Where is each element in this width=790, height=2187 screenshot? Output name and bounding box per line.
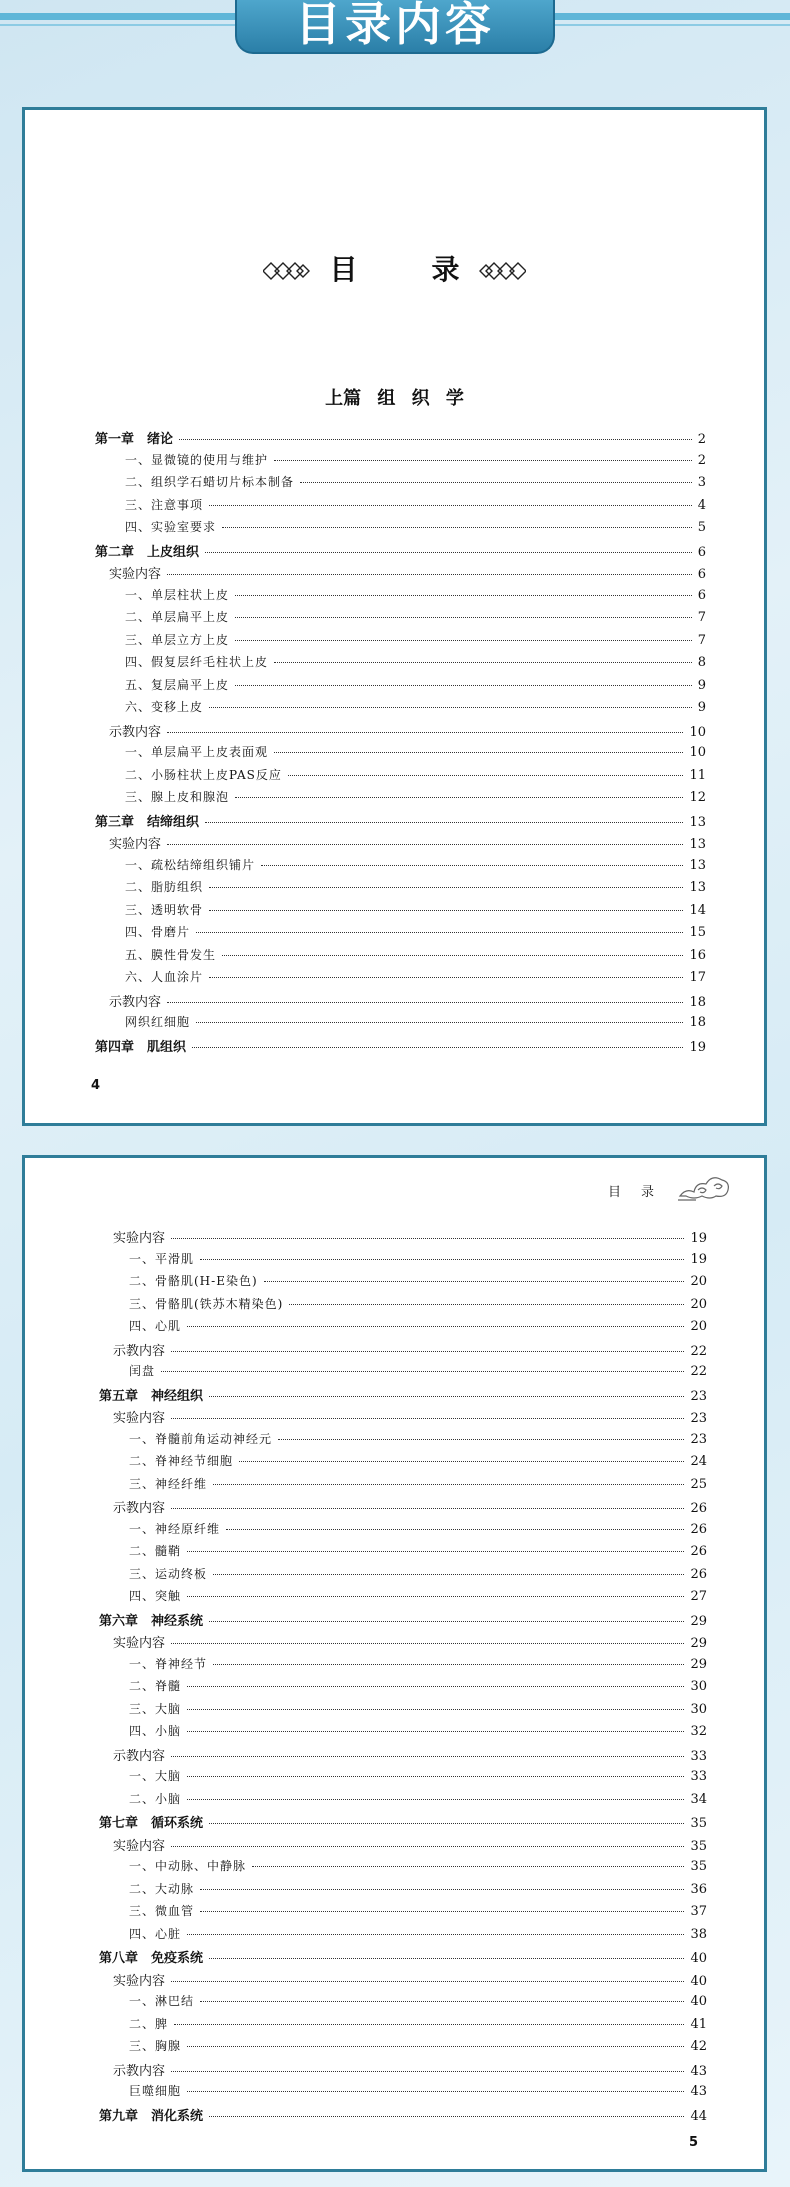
toc-entry-text: 二、单层扁平上皮 (125, 610, 230, 624)
toc-entry-text: 五、复层扁平上皮 (125, 677, 230, 692)
toc-leader-dots (161, 1371, 684, 1372)
toc-page-2 (22, 1155, 767, 2172)
toc-item-entry[interactable] (95, 518, 706, 541)
toc-item-entry[interactable] (95, 1013, 706, 1036)
toc-entry-page: 7 (697, 632, 706, 648)
toc-page-1 (22, 107, 767, 1126)
toc-entry-text: 一、淋巴结 (129, 1994, 195, 2008)
toc-leader-dots (235, 685, 692, 686)
toc-item-entry[interactable] (95, 743, 706, 766)
toc-entry-text: 三、透明软骨 (125, 902, 204, 917)
toc-section-entry[interactable] (95, 563, 706, 586)
toc-item-entry[interactable] (99, 1992, 707, 2015)
toc-leader-dots (213, 1484, 684, 1485)
page-number: 5 (688, 2135, 698, 2150)
toc-leader-dots (209, 1823, 684, 1824)
toc-leader-dots (200, 1259, 684, 1260)
banner-stripe-right (550, 13, 790, 20)
toc-entry-text: 三、微血管 (129, 1904, 195, 1918)
toc-entry-text: 示教内容 (113, 2063, 166, 2079)
toc-entry-page: 6 (697, 567, 706, 582)
toc-item-entry[interactable] (99, 1430, 707, 1453)
toc-item-entry[interactable] (99, 1542, 707, 1565)
toc-item-entry[interactable] (95, 496, 706, 519)
toc-entry-page: 35 (690, 1859, 707, 1874)
toc-entry-page: 23 (690, 1411, 707, 1426)
toc-item-entry[interactable] (99, 1587, 707, 1610)
toc-entry-page: 40 (690, 1994, 707, 2009)
toc-entry-text: 第七章 循环系统 (99, 1816, 204, 1831)
toc-entry-text: 第一章 绪论 (95, 432, 174, 447)
toc-entry-text: 实验内容 (113, 1231, 166, 1246)
toc-chapter-entry[interactable] (95, 811, 706, 834)
toc-entry-text: 第四章 肌组织 (95, 1039, 187, 1055)
toc-item-entry[interactable] (99, 2082, 707, 2105)
toc-list-page-2 (99, 1227, 707, 2127)
toc-entry-page: 26 (690, 1501, 707, 1516)
toc-section-entry[interactable] (99, 1227, 707, 1250)
toc-entry-page: 32 (690, 1724, 707, 1739)
toc-entry-page: 34 (690, 1791, 707, 1807)
toc-leader-dots (192, 1047, 683, 1048)
toc-entry-page: 26 (690, 1544, 707, 1559)
toc-entry-text: 一、单层扁平上皮表面观 (125, 745, 269, 759)
toc-entry-text: 三、单层立方上皮 (125, 632, 230, 647)
toc-entry-page: 23 (690, 1388, 707, 1404)
toc-entry-page: 8 (697, 655, 706, 670)
toc-entry-page: 2 (697, 452, 706, 468)
toc-entry-page: 3 (697, 475, 706, 490)
toc-entry-page: 18 (689, 1015, 706, 1030)
toc-leader-dots (171, 1418, 684, 1419)
toc-entry-page: 26 (690, 1566, 707, 1582)
toc-leader-dots (200, 1911, 684, 1912)
toc-section-entry[interactable] (99, 2060, 707, 2083)
toc-leader-dots (167, 1002, 683, 1003)
toc-entry-text: 二、脂肪组织 (125, 880, 204, 894)
toc-entry-page: 40 (690, 1973, 707, 1989)
toc-leader-dots (187, 1596, 684, 1597)
toc-entry-text: 二、小肠柱状上皮PAS反应 (125, 767, 282, 782)
toc-entry-text: 二、脊神经节细胞 (129, 1454, 234, 1468)
toc-entry-page: 9 (697, 677, 706, 693)
toc-entry-page: 13 (689, 814, 706, 830)
toc-entry-text: 示教内容 (113, 1748, 166, 1764)
toc-leader-dots (187, 1551, 684, 1552)
toc-entry-text: 三、神经纤维 (129, 1476, 208, 1491)
toc-entry-page: 5 (697, 520, 706, 535)
toc-entry-text: 六、变移上皮 (125, 700, 204, 714)
toc-entry-page: 35 (690, 1838, 707, 1854)
toc-leader-dots (209, 1621, 684, 1622)
toc-leader-dots (196, 1022, 683, 1023)
toc-chapter-entry[interactable] (99, 2105, 707, 2128)
toc-item-entry[interactable] (99, 1317, 707, 1340)
toc-entry-text: 三、骨骼肌(铁苏木精染色) (129, 1296, 284, 1311)
toc-item-entry[interactable] (95, 923, 706, 946)
toc-entry-page: 35 (690, 1816, 707, 1831)
toc-entry-text: 三、腺上皮和腺泡 (125, 790, 230, 804)
toc-section-entry[interactable] (95, 991, 706, 1014)
toc-entry-page: 17 (689, 970, 706, 985)
toc-leader-dots (167, 844, 683, 845)
toc-entry-text: 二、脾 (129, 2016, 169, 2031)
toc-entry-text: 一、脊神经节 (129, 1656, 208, 1671)
toc-entry-page: 13 (689, 880, 706, 895)
toc-entry-page: 13 (689, 857, 706, 873)
toc-leader-dots (187, 1799, 684, 1800)
toc-leader-dots (235, 595, 692, 596)
toc-item-entry[interactable] (99, 1565, 707, 1588)
toc-leader-dots (213, 1664, 684, 1665)
toc-entry-page: 44 (690, 2108, 707, 2124)
toc-entry-text: 三、胸腺 (129, 2039, 182, 2053)
toc-entry-text: 闰盘 (129, 1364, 156, 1378)
toc-entry-text: 第九章 消化系统 (99, 2108, 204, 2124)
toc-entry-text: 六、人血涂片 (125, 970, 204, 984)
toc-leader-dots (200, 1889, 684, 1890)
toc-entry-page: 24 (690, 1454, 707, 1469)
toc-item-entry[interactable] (99, 1295, 707, 1318)
toc-item-entry[interactable] (99, 1520, 707, 1543)
toc-leader-dots (239, 1461, 684, 1462)
toc-item-entry[interactable] (99, 1790, 707, 1813)
toc-section-entry[interactable] (95, 833, 706, 856)
toc-leader-dots (209, 887, 683, 888)
toc-item-entry[interactable] (99, 1452, 707, 1475)
toc-entry-page: 16 (689, 947, 706, 963)
toc-entry-text: 一、脊髓前角运动神经元 (129, 1431, 273, 1446)
toc-leader-dots (167, 732, 683, 733)
toc-entry-page: 14 (689, 902, 706, 918)
toc-entry-text: 示教内容 (109, 994, 162, 1010)
toc-item-entry[interactable] (99, 1925, 707, 1948)
toc-item-entry[interactable] (99, 1700, 707, 1723)
toc-entry-text: 示教内容 (109, 724, 162, 740)
toc-entry-text: 一、疏松结缔组织铺片 (125, 857, 256, 872)
toc-item-entry[interactable] (99, 1250, 707, 1273)
toc-leader-dots (226, 1529, 684, 1530)
toc-entry-text: 一、神经原纤维 (129, 1521, 221, 1536)
toc-leader-dots (171, 1643, 684, 1644)
toc-entry-page: 20 (690, 1296, 707, 1312)
toc-item-entry[interactable] (95, 946, 706, 969)
toc-entry-text: 一、平滑肌 (129, 1251, 195, 1266)
toc-leader-dots (209, 1958, 684, 1959)
toc-leader-dots (171, 1756, 684, 1757)
toc-item-entry[interactable] (95, 901, 706, 924)
toc-entry-text: 一、大脑 (129, 1769, 182, 1783)
toc-list-page-1 (95, 428, 706, 1058)
toc-leader-dots (171, 1351, 684, 1352)
toc-leader-dots (171, 1981, 684, 1982)
toc-chapter-entry[interactable] (95, 541, 706, 564)
toc-section-entry[interactable] (95, 721, 706, 744)
toc-leader-dots (205, 552, 692, 553)
toc-entry-text: 示教内容 (113, 1343, 166, 1359)
toc-item-entry[interactable] (99, 1362, 707, 1385)
toc-item-entry[interactable] (99, 2037, 707, 2060)
toc-leader-dots (264, 1281, 685, 1282)
toc-section-entry[interactable] (99, 1407, 707, 1430)
toc-leader-dots (187, 2091, 684, 2092)
toc-item-entry[interactable] (95, 676, 706, 699)
toc-item-entry[interactable] (95, 473, 706, 496)
toc-leader-dots (235, 640, 692, 641)
toc-leader-dots (222, 955, 683, 956)
toc-item-entry[interactable] (95, 586, 706, 609)
toc-leader-dots (209, 707, 692, 708)
toc-entry-text: 二、大动脉 (129, 1881, 195, 1896)
toc-entry-text: 五、膜性骨发生 (125, 947, 217, 962)
toc-leader-dots (167, 574, 692, 575)
toc-item-entry[interactable] (95, 653, 706, 676)
diamond-ornament-right-icon (478, 261, 526, 281)
toc-item-entry[interactable] (99, 1902, 707, 1925)
toc-item-entry[interactable] (95, 631, 706, 654)
toc-leader-dots (179, 439, 692, 440)
toc-entry-page: 6 (697, 587, 706, 603)
banner-thin-stripe-left (0, 24, 240, 26)
toc-entry-page: 29 (690, 1613, 707, 1629)
toc-entry-page: 29 (690, 1656, 707, 1672)
toc-heading-char-2: 录 (431, 253, 460, 286)
toc-entry-page: 40 (690, 1951, 707, 1966)
toc-leader-dots (187, 1776, 684, 1777)
toc-item-entry[interactable] (99, 1880, 707, 1903)
toc-entry-page: 30 (690, 1701, 707, 1717)
toc-entry-page: 33 (690, 1748, 707, 1764)
toc-entry-page: 6 (697, 544, 706, 560)
toc-entry-page: 25 (690, 1476, 707, 1492)
toc-leader-dots (209, 910, 683, 911)
toc-leader-dots (187, 2046, 684, 2047)
toc-item-entry[interactable] (99, 1857, 707, 1880)
toc-entry-text: 二、骨骼肌(H-E染色) (129, 1274, 258, 1288)
toc-entry-page: 36 (690, 1881, 707, 1897)
toc-entry-text: 第六章 神经系统 (99, 1613, 204, 1629)
toc-entry-page: 4 (697, 497, 706, 513)
toc-leader-dots (235, 617, 692, 618)
toc-section-entry[interactable] (99, 1340, 707, 1363)
toc-entry-text: 第八章 免疫系统 (99, 1951, 204, 1966)
toc-leader-dots (171, 1238, 684, 1239)
toc-entry-text: 一、显微镜的使用与维护 (125, 452, 269, 467)
toc-entry-page: 27 (690, 1589, 707, 1604)
toc-entry-text: 实验内容 (113, 1973, 166, 1989)
toc-entry-page: 10 (689, 745, 706, 760)
toc-entry-text: 第三章 结缔组织 (95, 814, 200, 830)
toc-entry-text: 一、中动脉、中静脉 (129, 1859, 247, 1873)
toc-entry-text: 四、骨磨片 (125, 925, 191, 939)
toc-item-entry[interactable] (99, 1677, 707, 1700)
toc-item-entry[interactable] (95, 608, 706, 631)
toc-leader-dots (274, 460, 692, 461)
toc-entry-text: 二、组织学石蜡切片标本制备 (125, 475, 295, 489)
toc-heading (25, 248, 764, 288)
toc-entry-text: 四、心脏 (129, 1926, 182, 1941)
toc-entry-page: 20 (690, 1319, 707, 1334)
toc-item-entry[interactable] (95, 766, 706, 789)
toc-entry-text: 四、小脑 (129, 1724, 182, 1738)
toc-item-entry[interactable] (99, 1272, 707, 1295)
toc-entry-text: 第五章 神经组织 (99, 1388, 204, 1404)
toc-section-entry[interactable] (99, 1632, 707, 1655)
banner-title: 目录内容 (235, 0, 555, 54)
toc-entry-text: 实验内容 (109, 837, 162, 852)
banner-thin-stripe-right (550, 24, 790, 26)
toc-leader-dots (171, 1846, 684, 1847)
toc-entry-text: 四、假复层纤毛柱状上皮 (125, 655, 269, 669)
toc-entry-page: 43 (690, 2084, 707, 2099)
toc-section-entry[interactable] (99, 1970, 707, 1993)
toc-item-entry[interactable] (99, 1475, 707, 1498)
toc-item-entry[interactable] (95, 788, 706, 811)
toc-item-entry[interactable] (99, 1767, 707, 1790)
toc-entry-text: 四、实验室要求 (125, 520, 217, 534)
toc-leader-dots (209, 2116, 684, 2117)
toc-entry-text: 三、运动终板 (129, 1566, 208, 1581)
toc-chapter-entry[interactable] (99, 1947, 707, 1970)
toc-entry-page: 42 (690, 2039, 707, 2054)
toc-leader-dots (187, 1934, 684, 1935)
toc-item-entry[interactable] (95, 968, 706, 991)
toc-entry-text: 巨噬细胞 (129, 2084, 182, 2098)
toc-entry-page: 2 (697, 432, 706, 447)
running-header: 目录 (607, 1185, 674, 1200)
toc-entry-text: 实验内容 (109, 567, 162, 582)
toc-entry-page: 22 (690, 1364, 707, 1379)
toc-entry-page: 18 (689, 994, 706, 1010)
toc-entry-page: 12 (689, 790, 706, 805)
toc-entry-text: 三、注意事项 (125, 497, 204, 512)
toc-entry-text: 二、髓鞘 (129, 1544, 182, 1558)
toc-leader-dots (187, 1731, 684, 1732)
toc-leader-dots (209, 505, 692, 506)
toc-entry-page: 19 (689, 1039, 706, 1055)
toc-item-entry[interactable] (99, 2015, 707, 2038)
toc-leader-dots (196, 932, 683, 933)
toc-leader-dots (235, 797, 683, 798)
toc-item-entry[interactable] (99, 1722, 707, 1745)
toc-leader-dots (252, 1866, 684, 1867)
toc-entry-page: 22 (690, 1343, 707, 1359)
toc-item-entry[interactable] (95, 698, 706, 721)
toc-item-entry[interactable] (95, 451, 706, 474)
toc-leader-dots (274, 752, 683, 753)
toc-entry-text: 三、大脑 (129, 1701, 182, 1716)
toc-entry-text: 二、脊髓 (129, 1679, 182, 1693)
toc-chapter-entry[interactable] (95, 428, 706, 451)
toc-entry-page: 15 (689, 925, 706, 940)
toc-leader-dots (174, 2024, 684, 2025)
page-number: 4 (91, 1078, 101, 1093)
toc-leader-dots (200, 2001, 684, 2002)
toc-section-entry[interactable] (99, 1497, 707, 1520)
toc-entry-page: 19 (690, 1251, 707, 1267)
toc-leader-dots (209, 977, 683, 978)
toc-entry-page: 13 (689, 837, 706, 852)
toc-entry-page: 19 (690, 1231, 707, 1246)
toc-entry-page: 11 (689, 767, 706, 783)
toc-entry-page: 41 (690, 2016, 707, 2032)
toc-entry-text: 网织红细胞 (125, 1015, 191, 1029)
toc-leader-dots (289, 1304, 684, 1305)
toc-item-entry[interactable] (95, 878, 706, 901)
toc-section-entry[interactable] (99, 1835, 707, 1858)
diamond-ornament-left-icon (263, 261, 311, 281)
toc-heading-char-1: 目 (329, 253, 358, 286)
toc-section-entry[interactable] (99, 1745, 707, 1768)
toc-entry-text: 四、心肌 (129, 1319, 182, 1333)
toc-leader-dots (288, 775, 684, 776)
toc-entry-page: 23 (690, 1431, 707, 1447)
toc-leader-dots (209, 1396, 684, 1397)
toc-entry-page: 10 (689, 724, 706, 740)
toc-entry-text: 第二章 上皮组织 (95, 544, 200, 560)
toc-chapter-entry[interactable] (95, 1036, 706, 1059)
toc-entry-text: 二、小脑 (129, 1791, 182, 1806)
cloud-ornament-icon (676, 1168, 732, 1202)
banner-stripe-left (0, 13, 240, 20)
toc-leader-dots (187, 1709, 684, 1710)
toc-leader-dots (222, 527, 692, 528)
toc-leader-dots (171, 1508, 684, 1509)
toc-item-entry[interactable] (99, 1655, 707, 1678)
toc-chapter-entry[interactable] (99, 1812, 707, 1835)
toc-entry-page: 43 (690, 2063, 707, 2079)
toc-leader-dots (187, 1326, 684, 1327)
toc-entry-text: 一、单层柱状上皮 (125, 587, 230, 602)
toc-entry-text: 示教内容 (113, 1501, 166, 1516)
toc-entry-text: 实验内容 (113, 1838, 166, 1854)
toc-leader-dots (213, 1574, 684, 1575)
toc-entry-page: 33 (690, 1769, 707, 1784)
toc-leader-dots (261, 865, 683, 866)
toc-leader-dots (300, 482, 692, 483)
toc-entry-page: 29 (690, 1636, 707, 1651)
part-title: 上篇 组 织 学 (325, 388, 464, 409)
toc-leader-dots (274, 662, 692, 663)
toc-entry-text: 实验内容 (113, 1411, 166, 1426)
toc-leader-dots (171, 2071, 684, 2072)
toc-entry-page: 9 (697, 700, 706, 715)
toc-entry-page: 7 (697, 610, 706, 625)
toc-leader-dots (278, 1439, 684, 1440)
toc-chapter-entry[interactable] (99, 1610, 707, 1633)
toc-entry-text: 四、突触 (129, 1589, 182, 1603)
toc-entry-page: 30 (690, 1679, 707, 1694)
toc-leader-dots (187, 1686, 684, 1687)
toc-entry-text: 实验内容 (113, 1636, 166, 1651)
toc-entry-page: 38 (690, 1926, 707, 1942)
toc-entry-page: 20 (690, 1274, 707, 1289)
toc-chapter-entry[interactable] (99, 1385, 707, 1408)
toc-leader-dots (205, 822, 683, 823)
toc-entry-page: 26 (690, 1521, 707, 1537)
toc-entry-page: 37 (690, 1904, 707, 1919)
toc-item-entry[interactable] (95, 856, 706, 879)
